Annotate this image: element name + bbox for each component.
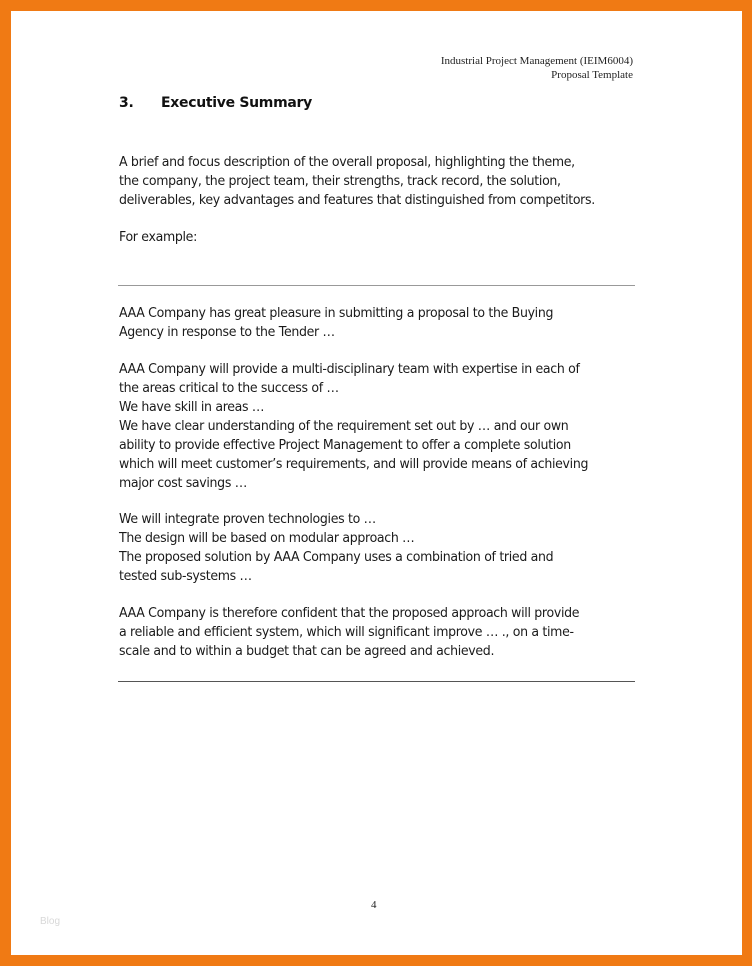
intro-line: A brief and focus description of the overall proposal, highlighting the theme, (119, 154, 575, 170)
example-label: For example: (119, 229, 197, 245)
example-line: major cost savings … (119, 475, 247, 491)
header-doc-title: Proposal Template (551, 69, 633, 81)
example-line: AAA Company will provide a multi-disciplinary team with expertise in each of (119, 361, 580, 377)
example-bottom-rule (118, 681, 635, 682)
example-line: the areas critical to the success of … (119, 380, 339, 396)
document-page (11, 11, 742, 955)
example-line: tested sub-systems … (119, 568, 252, 584)
intro-paragraph (119, 153, 603, 210)
example-line: We have clear understanding of the requirement set out by … and our own (119, 418, 569, 434)
section-number: 3. (119, 95, 134, 111)
example-line: Agency in response to the Tender … (119, 324, 335, 340)
section-heading (119, 95, 312, 111)
header-course-title: Industrial Project Management (IEIM6004) (440, 55, 633, 67)
example-line: We have skill in areas … (119, 399, 265, 415)
example-paragraph-3 (119, 510, 603, 586)
example-line: which will meet customer’s requirements, and will provide means of achieving (119, 456, 589, 472)
example-line: The design will be based on modular approach … (119, 530, 415, 546)
example-line: ability to provide effective Project Management to offer a complete solution (119, 437, 571, 453)
example-line: scale and to within a budget that can be agreed and achieved. (119, 643, 495, 659)
example-paragraph-4 (119, 604, 603, 661)
example-line: AAA Company has great pleasure in submitting a proposal to the Buying (119, 305, 554, 321)
example-paragraph-2 (119, 360, 603, 493)
watermark-text: Blog (40, 916, 61, 927)
example-line: The proposed solution by AAA Company uses a combination of tried and (119, 549, 554, 565)
intro-line: the company, the project team, their strengths, track record, the solution, (119, 173, 561, 189)
example-paragraph-1 (119, 304, 603, 342)
example-top-rule (118, 285, 635, 286)
section-title: Executive Summary (161, 95, 312, 111)
example-line: a reliable and efficient system, which will significant improve … ., on a time- (119, 624, 574, 640)
running-header (441, 54, 633, 82)
intro-line: deliverables, key advantages and features that distinguished from competitors. (119, 192, 595, 208)
example-line: We will integrate proven technologies to … (119, 511, 376, 527)
page-number: 4 (371, 899, 377, 911)
example-line: AAA Company is therefore confident that the proposed approach will provide (119, 605, 580, 621)
